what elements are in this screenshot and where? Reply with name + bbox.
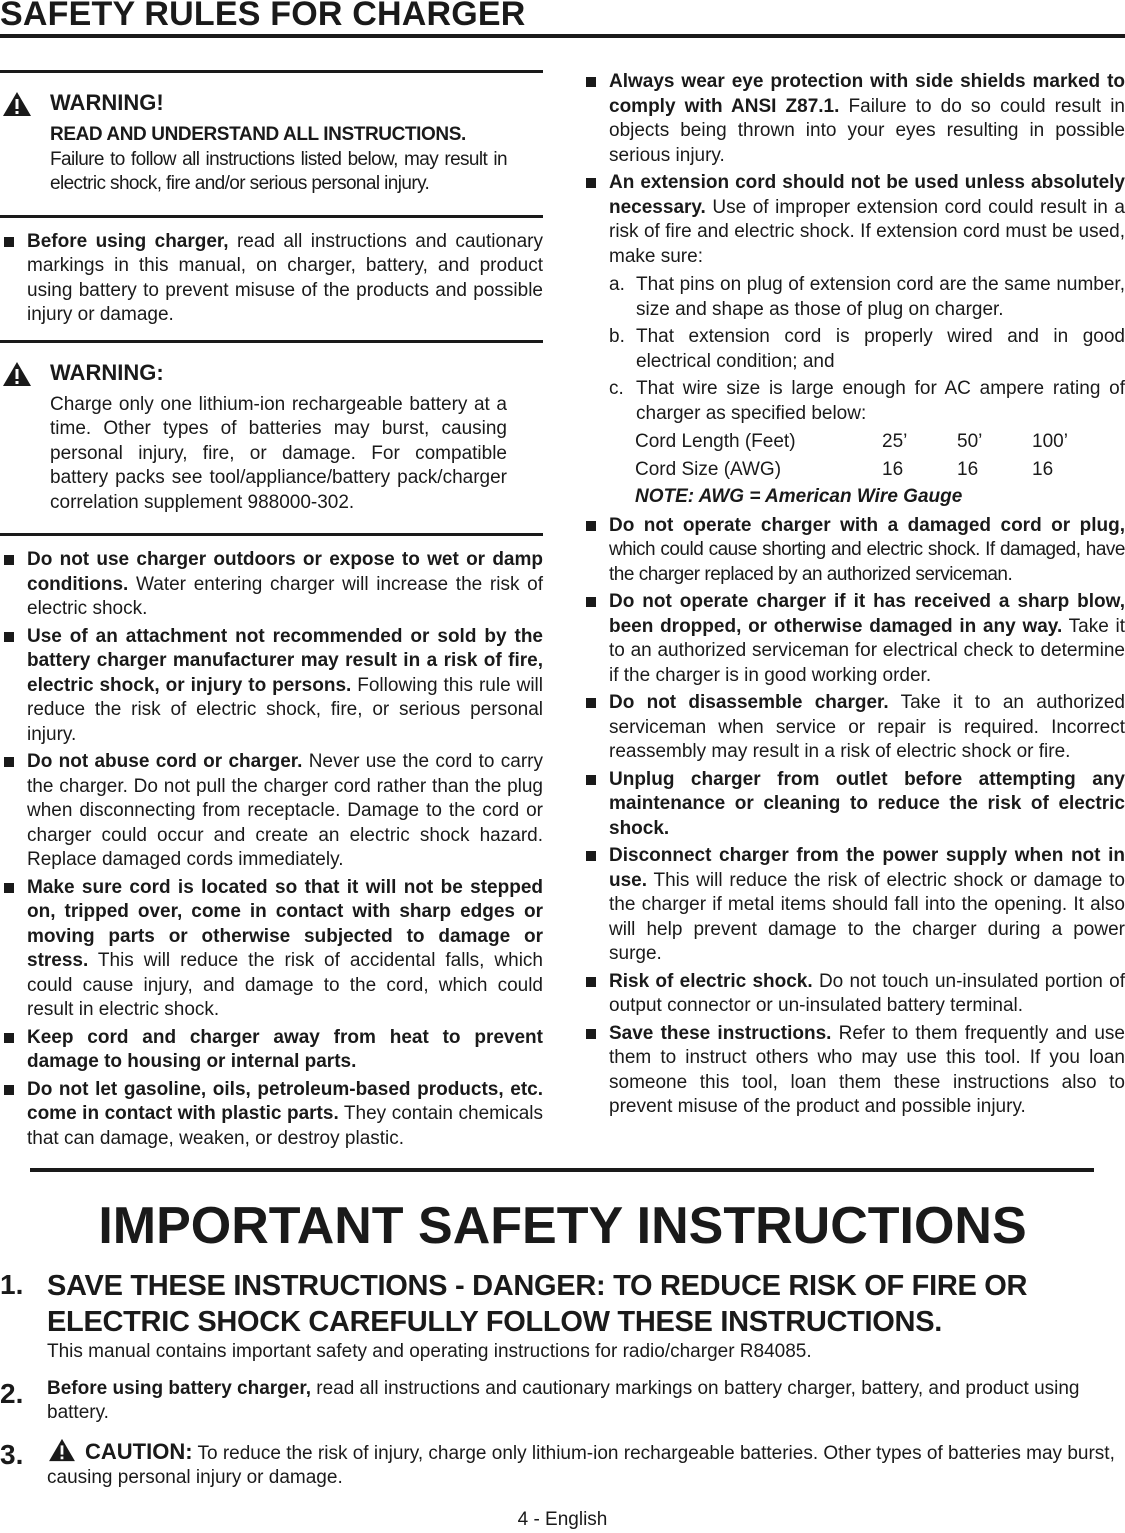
table-cell: 25’ [882, 431, 908, 452]
item-text: read all instructions and cautionary markings on battery charger, battery, and product using battery. [47, 1377, 1080, 1423]
caution-triangle-icon [47, 1438, 77, 1462]
rule-bold: Do not use charger outdoors or expose to wet or damp conditions. [27, 549, 543, 595]
table-cell: 16 [957, 458, 979, 480]
list-item [582, 691, 1125, 765]
warning-triangle-icon [2, 361, 32, 387]
warning-text: Failure to follow all instructions listed below, may result in electric shock, fire and/or serious personal injury. [50, 148, 507, 194]
bullet-square-icon [4, 555, 14, 565]
right-column [582, 70, 1125, 1123]
bullet-square-icon [586, 698, 596, 708]
table-cell: 16 [882, 458, 904, 480]
list-item [0, 230, 543, 328]
rule-text: which could cause shorting and electric shock. If damaged, have the charger replaced by an authorized serviceman. [609, 539, 1125, 585]
list-item [582, 844, 1125, 967]
item-letter: b. [609, 326, 625, 347]
important-title: IMPORTANT SAFETY INSTRUCTIONS [98, 1197, 1027, 1255]
list-item [0, 548, 543, 622]
rule-bold: Risk of electric shock. [609, 970, 813, 992]
warning-subtitle: READ AND UNDERSTAND ALL INSTRUCTIONS. [50, 124, 466, 145]
item-number: 3. [0, 1438, 24, 1470]
list-item [0, 1078, 543, 1152]
list-item [582, 590, 1125, 688]
list-item [0, 876, 543, 1023]
bullet-square-icon [586, 1029, 596, 1039]
divider [0, 215, 543, 218]
rule-text: Use of improper extension cord could result in a risk of fire and electric shock. If extension cord must be used, make sure: [609, 196, 1125, 267]
item-number: 2. [0, 1377, 24, 1409]
list-item [582, 70, 1125, 168]
bullet-square-icon [586, 178, 596, 188]
item-text: That wire size is large enough for AC ampere rating of charger as specified below: [636, 378, 1125, 424]
warning-text: Charge only one lithium-ion rechargeable battery at a time. Other types of batteries may burst, causing personal injury, fire, or damage. For compatible battery packs see tool/appliance/battery pack/charger correlation supplement 988000-302. [50, 393, 507, 513]
rule-bold: Always wear eye protection with side shields marked to comply with ANSI Z87.1. [609, 71, 1125, 117]
bullet-square-icon [4, 632, 14, 642]
table-cell: Cord Length (Feet) [635, 431, 796, 452]
sublist-item [609, 325, 1125, 374]
warning-box-1 [0, 73, 543, 215]
item-bold: Before using battery charger, [47, 1377, 311, 1399]
bullet-square-icon [4, 237, 14, 247]
rule-bold: Do not operate charger with a damaged cord or plug, [609, 514, 1125, 536]
item-number: 1. [0, 1269, 24, 1300]
bullet-square-icon [586, 77, 596, 87]
bullet-square-icon [586, 597, 596, 607]
rule-bold: Save these instructions. [609, 1022, 832, 1044]
section-divider [30, 1168, 1094, 1172]
rule-text: This will reduce the risk of electric shock or damage to the charger if metal items should fall into the opening. It also will help prevent damage to the charger during a power surge. [609, 869, 1125, 964]
rule-text: Take it to an authorized serviceman when service or repair is required. Incorrect reassembly may result in a risk of electric shock or fire. [609, 692, 1125, 762]
rule-text: Take it to an authorized serviceman for electrical check to determine if the charger is in good working order. [609, 615, 1125, 686]
item-text: To reduce the risk of injury, charge only lithium-ion rechargeable batteries. Other types of batteries may burst, causing personal injury or damage. [47, 1442, 1115, 1488]
left-rules-list [0, 548, 543, 1151]
list-item [582, 1022, 1125, 1120]
warning-box-2 [0, 343, 543, 534]
list-item [582, 171, 1125, 510]
rule-text: Refer to them frequently and use them to instruct others who may use this tool. If you loan someone this tool, loan them these instructions also to prevent misuse of the product and possible injury. [609, 1022, 1125, 1117]
table-cell: 16 [1032, 458, 1054, 480]
rule-text: Following this rule will reduce the risk of electric shock, fire, or serious personal injury. [27, 674, 543, 745]
item-text: That pins on plug of extension cord are the same number, size and shape as those of plug on charger. [636, 274, 1125, 320]
item-text: This manual contains important safety and operating instructions for radio/charger R84085. [47, 1341, 812, 1362]
bullet-square-icon [4, 757, 14, 767]
numbered-item [0, 1438, 1125, 1491]
rule-text: They contain chemicals that can damage, weaken, or destroy plastic. [27, 1103, 543, 1149]
title-rule [0, 34, 1125, 38]
bullet-square-icon [586, 775, 596, 785]
warning-title: WARNING: [50, 359, 164, 385]
item-letter: a. [609, 274, 625, 295]
numbered-item [0, 1268, 1125, 1365]
divider [0, 533, 543, 536]
table-cell: 50’ [957, 431, 983, 452]
rule-bold: Use of an attachment not recommended or sold by the battery charger manufacturer may result in a risk of fire, electric shock, or injury to persons. [27, 625, 543, 696]
table-cell: 100’ [1032, 431, 1068, 452]
item-text: That extension cord is properly wired and in good electrical condition; and [636, 326, 1125, 372]
rule-bold: Unplug charger from outlet before attempting any maintenance or cleaning to reduce the risk of electric shock. [609, 768, 1125, 839]
right-rules-list [582, 70, 1125, 1120]
list-item [582, 970, 1125, 1019]
caution-label: CAUTION: [85, 1438, 193, 1464]
page-footer: 4 - English [517, 1509, 608, 1530]
rule-text: read all instructions and cautionary markings in this manual, on charger, battery, and product using battery to prevent misuse of the products and possible injury or damage. [27, 230, 543, 325]
bullet-square-icon [4, 1085, 14, 1095]
bullet-square-icon [4, 883, 14, 893]
warning-title: WARNING! [50, 90, 164, 115]
cord-table [635, 430, 1125, 482]
rule-bold: Before using charger, [27, 230, 229, 252]
sublist-item [609, 377, 1125, 426]
rule-text: Do not touch un-insulated portion of output connector or un-insulated battery terminal. [609, 970, 1125, 1016]
item-letter: c. [609, 378, 624, 399]
rule-bold: Do not operate charger if it has received a sharp blow, been dropped, or otherwise damaged in any way. [609, 591, 1125, 637]
before-using-list [0, 230, 543, 328]
left-column [0, 70, 543, 1154]
rule-bold: Do not let gasoline, oils, petroleum-based products, etc. come in contact with plastic parts. [27, 1078, 543, 1124]
rule-text: Never use the cord to carry the charger. Do not pull the charger cord rather than the plug when disconnecting from receptacle. Damage to the cord or charger could occur and create an electric shock hazard. Replace damaged cords immediately. [27, 751, 543, 870]
rule-bold: Do not abuse cord or charger. [27, 751, 303, 772]
bullet-square-icon [586, 977, 596, 987]
bullet-square-icon [586, 521, 596, 531]
rule-bold: Make sure cord is located so that it will not be stepped on, tripped over, come in contact with sharp edges or moving parts or otherwise subjected to damage or stress. [27, 876, 543, 971]
warning-triangle-icon [2, 91, 32, 117]
awg-note: NOTE: AWG = American Wire Gauge [635, 486, 963, 507]
numbered-item [0, 1377, 1125, 1426]
rule-text: This will reduce the risk of accidental falls, which could cause injury, and damage to the cord, which could result in electric shock. [27, 950, 543, 1020]
rule-text: Water entering charger will increase the risk of electric shock. [27, 573, 543, 619]
rule-bold: An extension cord should not be used unless absolutely necessary. [609, 172, 1125, 218]
list-item [582, 514, 1125, 588]
item-heading: SAVE THESE INSTRUCTIONS - DANGER: TO REDUCE RISK OF FIRE OR ELECTRIC SHOCK CAREFULLY FOLLOW THESE INSTRUCTIONS. [47, 1270, 1028, 1338]
important-list [0, 1268, 1125, 1503]
rule-bold: Do not disassemble charger. [609, 692, 889, 713]
list-item [0, 625, 543, 748]
list-item [582, 768, 1125, 842]
bullet-square-icon [4, 1033, 14, 1043]
rule-bold: Keep cord and charger away from heat to prevent damage to housing or internal parts. [27, 1026, 543, 1072]
extension-cord-sublist [609, 273, 1125, 426]
bullet-square-icon [586, 851, 596, 861]
rule-text: Failure to do so could result in objects being thrown into your eyes resulting in possible serious injury. [609, 95, 1125, 166]
list-item [0, 1026, 543, 1075]
page-title: SAFETY RULES FOR CHARGER [0, 0, 526, 33]
rule-bold: Disconnect charger from the power supply when not in use. [609, 845, 1125, 891]
table-cell: Cord Size (AWG) [635, 458, 782, 480]
list-item [0, 750, 543, 873]
sublist-item [609, 273, 1125, 322]
